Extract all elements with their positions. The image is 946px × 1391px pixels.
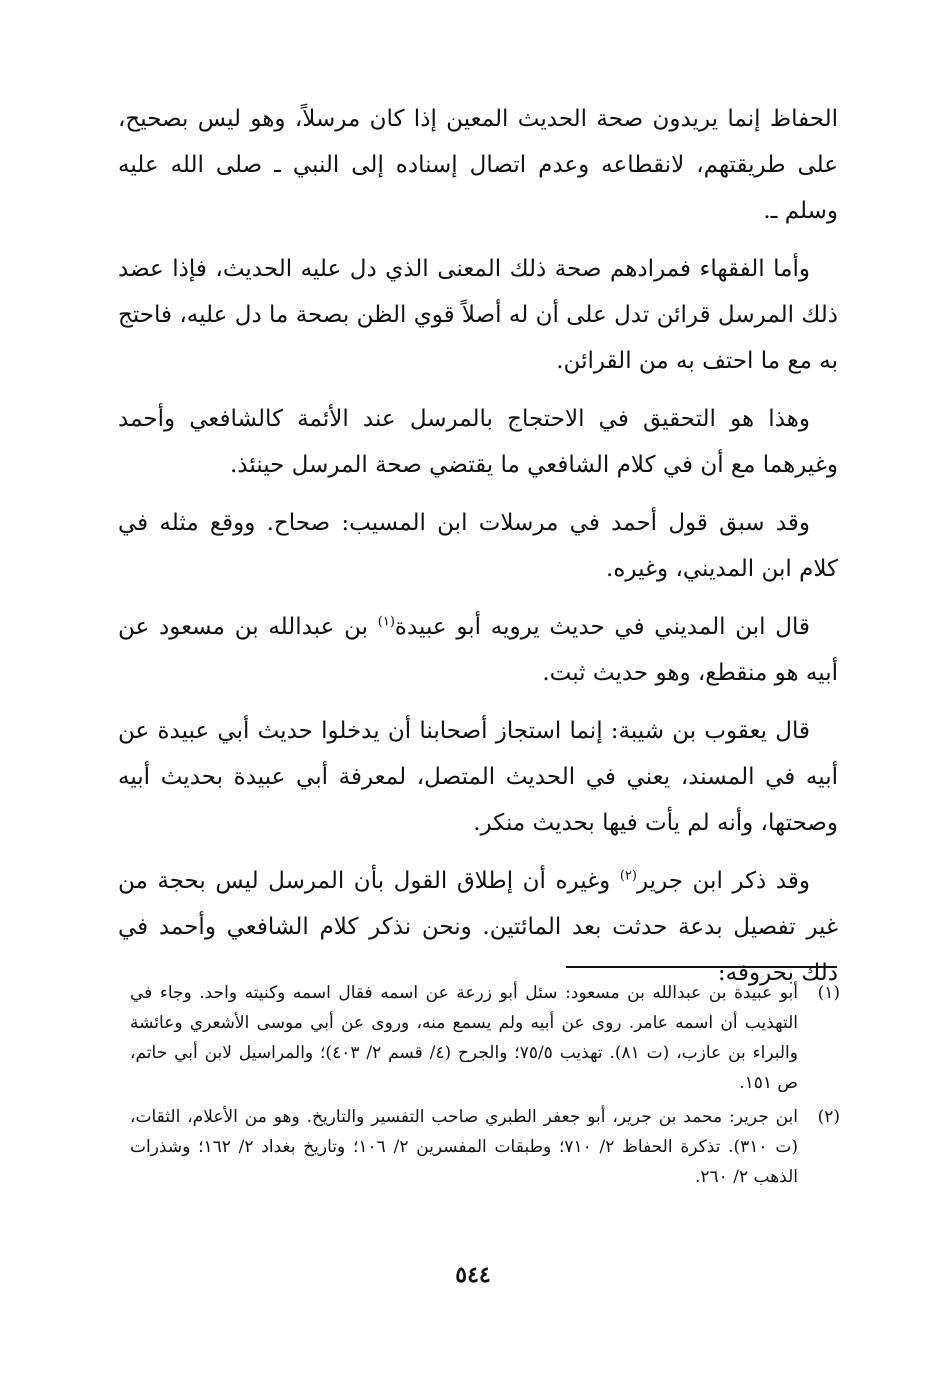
footnote-1-text: أبو عبيدة بن عبدالله بن مسعود: سئل أبو زرعة عن اسمه فقال اسمه وكنيته واحد. وجاء في التهذيب أن اسمه عامر. روى عن أبيه ولم يسمع منه، وروى عن أبي موسى الأشعري وعائشة والبراء بن عازب، (ت ٨١). تهذيب ٧٥/٥؛ والجرح (٤/ قسم ٢/ ٤٠٣)؛ والمراسيل لابن أبي حاتم، ص ١٥١. [130,983,798,1093]
footnote-ref-1[interactable]: (١) [377,614,395,630]
paragraph-7-text-after: وغيره أن إطلاق القول بأن المرسل ليس بحجة من غير تفصيل بدعة حدثت بعد المائتين. ونحن نذكر كلام الشافعي وأحمد في ذلك بحروفه: [118,868,838,986]
paragraph-3: وهذا هو التحقيق في الاحتجاج بالمرسل عند الأئمة كالشافعي وأحمد وغيرهما مع أن في كلام الشافعي ما يقتضي صحة المرسل حينئذ. [118,406,838,478]
paragraph-7-text-before: وقد ذكر ابن جرير [636,868,810,894]
footnote-2 [130,1102,840,1192]
paragraph-2: وأما الفقهاء فمرادهم صحة ذلك المعنى الذي دل عليه الحديث، فإذا عضد ذلك المرسل قرائن تدل على أن له أصلاً قوي الظن بصحة ما دل عليه، فاحتج به مع ما احتف به من القرائن. [118,256,838,374]
paragraph-4: وقد سبق قول أحمد في مرسلات ابن المسيب: صحاح. ووقع مثله في كلام ابن المديني، وغيره. [118,510,838,582]
paragraph-5 [118,604,838,696]
paragraph-5-text-after: بن عبدالله بن مسعود عن أبيه هو منقطع، وهو حديث ثبت. [118,614,838,686]
footnote-1-number: (١) [817,983,840,1003]
main-text [118,96,838,1008]
paragraph-1: الحفاظ إنما يريدون صحة الحديث المعين إذا كان مرسلاً، وهو ليس بصحيح، على طريقتهم، لانقطاعه وعدم اتصال إسناده إلى النبي ـ صلى الله عليه وسلم ـ. [118,106,838,224]
paragraph-7 [118,858,838,996]
footnotes [130,978,840,1196]
footnote-ref-2[interactable]: (٢) [619,868,637,884]
page-number: ٥٤٤ [455,1262,491,1288]
footnote-1 [130,978,840,1098]
paragraph-5-text-before: قال ابن المديني في حديث يرويه أبو عبيدة [394,614,811,640]
footnote-2-text: ابن جرير: محمد بن جرير، أبو جعفر الطبري صاحب التفسير والتاريخ. وهو من الأعلام، الثقات، (ت ٣١٠). تذكرة الحفاظ ٢/ ٧١٠؛ وطبقات المفسرين ٢/ ١٠٦؛ وتاريخ بغداد ٢/ ١٦٢؛ وشذرات الذهب ٢/ ٢٦٠. [130,1107,798,1187]
footnote-2-number: (٢) [817,1107,840,1127]
paragraph-6: قال يعقوب بن شيبة: إنما استجاز أصحابنا أن يدخلوا حديث أبي عبيدة عن أبيه في المسند، يعني في الحديث المتصل، لمعرفة أبي عبيدة بحديث أبيه وصحتها، وأنه لم يأت فيها بحديث منكر. [118,718,838,836]
footnote-divider [566,966,837,968]
